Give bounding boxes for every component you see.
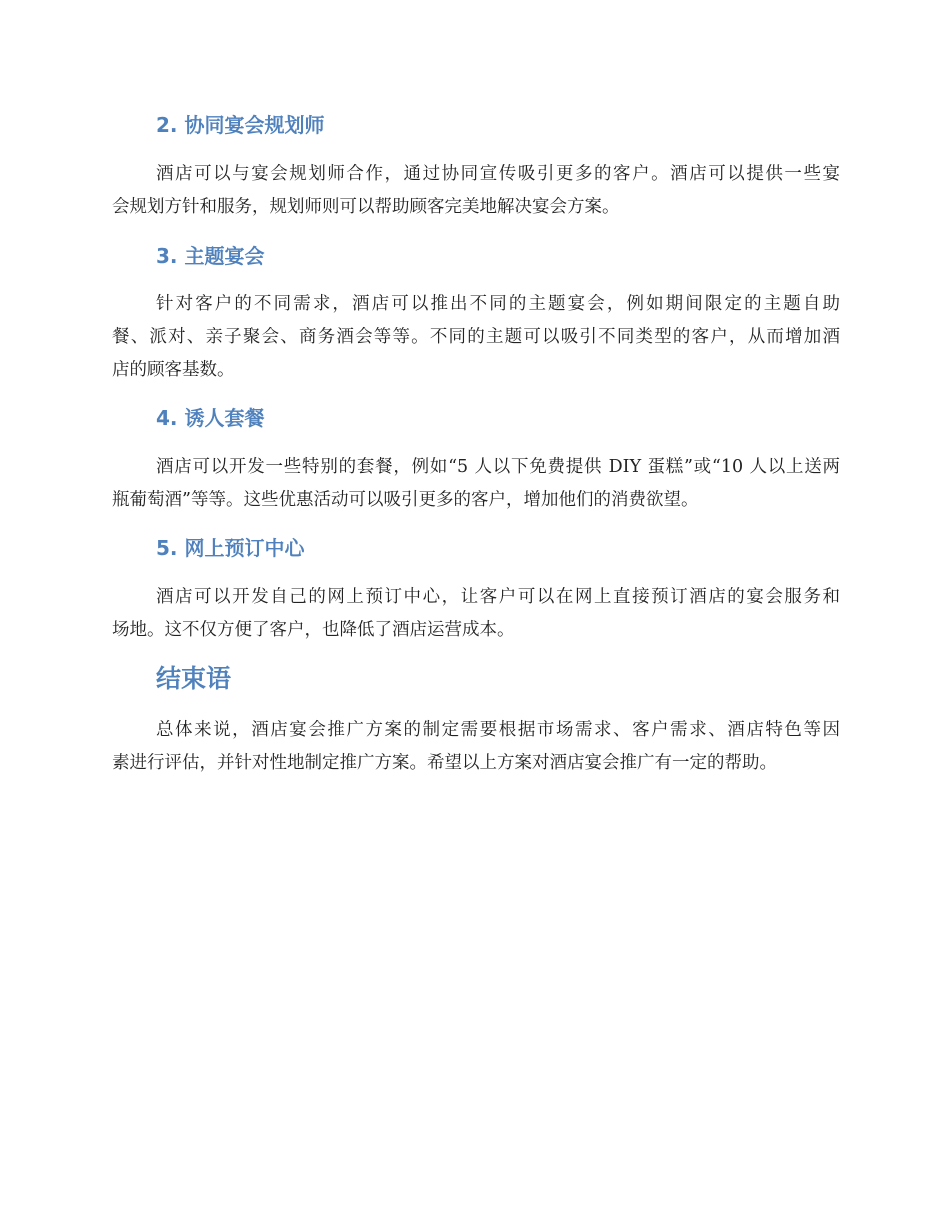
section-body-planner (112, 158, 840, 224)
section-body-online-booking (112, 581, 840, 647)
body-line: 店的顾客基数。 (112, 360, 235, 380)
body-line: 针对客户的不同需求，酒店可以推出不同的主题宴会，例如期间限定的主题自助 (156, 294, 840, 314)
body-line: 酒店可以开发自己的网上预订中心，让客户可以在网上直接预订酒店的宴会服务和 (156, 587, 840, 607)
section-body-theme-banquet (112, 288, 840, 387)
section-heading-theme-banquet: 3. 主题宴会 (156, 244, 265, 268)
body-line: 酒店可以开发一些特别的套餐，例如“5 人以下免费提供 DIY 蛋糕”或“10 人以上送两 (156, 457, 840, 477)
body-line: 场地。这不仅方便了客户，也降低了酒店运营成本。 (112, 620, 515, 640)
conclusion-body (112, 714, 840, 780)
section-body-packages (112, 451, 840, 517)
section-heading-online-booking: 5. 网上预订中心 (156, 536, 305, 560)
body-line: 素进行评估，并针对性地制定推广方案。希望以上方案对酒店宴会推广有一定的帮助。 (112, 753, 777, 773)
section-heading-planner: 2. 协同宴会规划师 (156, 113, 325, 137)
section-heading-packages: 4. 诱人套餐 (156, 406, 265, 430)
body-line: 会规划方针和服务，规划师则可以帮助顾客完美地解决宴会方案。 (112, 197, 620, 217)
body-line: 总体来说，酒店宴会推广方案的制定需要根据市场需求、客户需求、酒店特色等因 (156, 720, 840, 740)
body-line: 餐、派对、亲子聚会、商务酒会等等。不同的主题可以吸引不同类型的客户，从而增加酒 (112, 327, 840, 347)
body-line: 瓶葡萄酒”等等。这些优惠活动可以吸引更多的客户，增加他们的消费欲望。 (112, 490, 699, 510)
body-line: 酒店可以与宴会规划师合作，通过协同宣传吸引更多的客户。酒店可以提供一些宴 (156, 164, 840, 184)
conclusion-heading: 结束语 (156, 664, 232, 693)
